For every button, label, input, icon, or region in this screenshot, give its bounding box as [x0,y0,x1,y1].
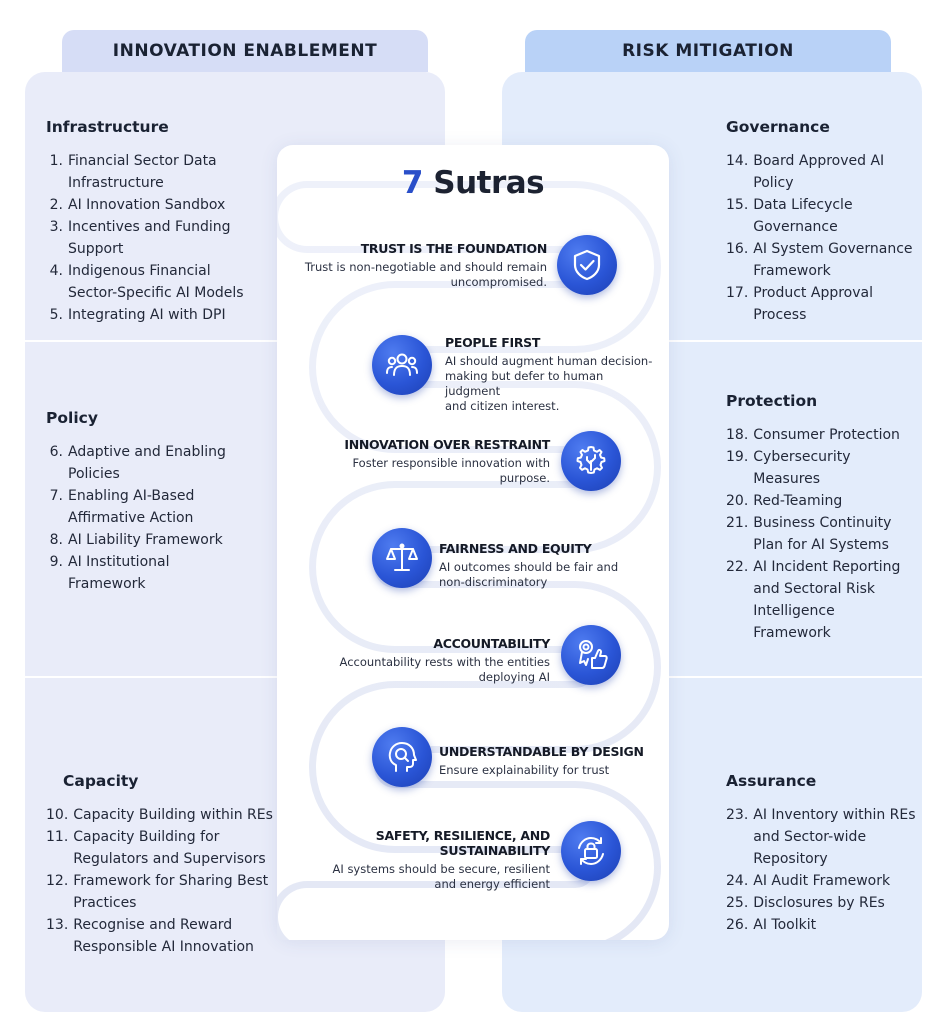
sutra-title: SAFETY, RESILIENCE, AND SUSTAINABILITY [375,828,550,858]
protection-list [726,424,922,644]
list-item [726,870,922,892]
section-divider [662,676,922,678]
item-line: Support [68,241,124,257]
item-line: Business Continuity [753,515,892,531]
item-text [73,914,278,958]
item-line: Product Approval [753,285,873,301]
item-number: 24. [726,873,749,889]
item-line: Regulators and Supervisors [73,851,266,867]
item-number: 16. [726,241,749,257]
desc-line: purpose. [499,471,550,485]
sutra-people-first [445,335,660,414]
item-text [753,556,922,644]
risk-mitigation-header: RISK MITIGATION [525,30,891,72]
item-line: AI System Governance [753,241,913,257]
list-item [46,529,278,551]
item-number: 3. [49,219,63,235]
item-line: Practices [73,895,137,911]
list-item [46,216,278,260]
item-line: and Sector-wide [753,829,867,845]
desc-line: Trust is non-negotiable and should remain [304,260,547,274]
sutra-desc [297,260,547,290]
item-text [753,446,922,490]
item-number: 2. [49,197,63,213]
award-thumbs-up-icon [561,625,621,685]
item-line: Framework [753,263,831,279]
sutra-desc [297,456,550,486]
item-number: 20. [726,493,749,509]
sutra-title: ACCOUNTABILITY [433,636,550,651]
item-line: AI Institutional [68,554,170,570]
item-line: Adaptive and Enabling [68,444,226,460]
list-item [46,826,278,870]
list-item [726,804,922,870]
section-divider [25,676,285,678]
sutra-accountability [297,636,550,685]
item-line: Consumer Protection [753,427,900,443]
item-text [68,150,278,194]
protection-section [726,392,922,644]
item-text [753,150,922,194]
sutra-safety [285,828,550,892]
item-line: Affirmative Action [68,510,194,526]
item-line: Financial Sector Data [68,153,217,169]
item-text [753,238,922,282]
item-number: 7. [49,488,63,504]
list-item [726,194,922,238]
desc-line: uncompromised. [450,275,547,289]
item-number: 4. [49,263,63,279]
item-text [73,826,278,870]
desc-line: Foster responsible innovation with [352,456,550,470]
desc-line: making but defer to human judgment [445,369,604,398]
item-text [73,804,278,826]
desc-line: deploying AI [478,670,550,684]
list-item [726,556,922,644]
item-number: 26. [726,917,749,933]
sutra-title: FAIRNESS AND EQUITY [439,541,592,556]
list-item [46,194,278,216]
item-number: 19. [726,449,749,465]
list-item [726,490,922,512]
scales-icon [372,528,432,588]
item-line: Framework [753,625,831,641]
section-title: Policy [46,409,98,427]
item-number: 8. [49,532,63,548]
item-text [753,892,922,914]
item-number: 13. [46,917,69,933]
item-line: Responsible AI Innovation [73,939,254,955]
item-line: Disclosures by REs [753,895,885,911]
policy-list [46,441,278,595]
list-item [46,914,278,958]
item-line: Cybersecurity [753,449,851,465]
desc-line: Ensure explainability for trust [439,763,610,777]
item-line: Policy [753,175,794,191]
list-item [46,304,278,326]
assurance-section [726,772,922,936]
item-line: Data Lifecycle [753,197,853,213]
sutras-title [277,165,669,201]
item-number: 22. [726,559,749,575]
item-number: 6. [49,444,63,460]
governance-list [726,150,922,326]
sutra-desc [439,763,654,778]
sutras-number: 7 [401,165,423,201]
head-search-icon [372,727,432,787]
desc-line: Accountability rests with the entities [339,655,550,669]
item-line: AI Incident Reporting [753,559,901,575]
infrastructure-list [46,150,278,326]
item-number: 21. [726,515,749,531]
item-line: Indigenous Financial [68,263,211,279]
item-text [68,260,278,304]
item-text [68,551,278,595]
sutra-fairness [439,541,654,590]
desc-line: AI systems should be secure, resilient [332,862,550,876]
item-line: Framework [68,576,146,592]
list-item [46,150,278,194]
item-line: Framework for Sharing Best [73,873,269,889]
item-line: Integrating AI with DPI [68,307,226,323]
item-text [753,424,922,446]
sutra-title: INNOVATION OVER RESTRAINT [344,437,550,452]
list-item [726,914,922,936]
list-item [46,551,278,595]
item-number: 23. [726,807,749,823]
item-text [753,194,922,238]
item-line: Measures [753,471,821,487]
item-line: Process [753,307,807,323]
item-line: Sector-Specific AI Models [68,285,244,301]
list-item [46,804,278,826]
policy-section [46,409,278,595]
sutra-desc [445,354,660,414]
item-text [753,870,922,892]
sutra-desc [439,560,654,590]
item-text [73,870,278,914]
list-item [726,446,922,490]
item-line: Plan for AI Systems [753,537,889,553]
item-text [68,441,278,485]
item-number: 18. [726,427,749,443]
list-item [726,282,922,326]
innovation-enablement-header: INNOVATION ENABLEMENT [62,30,428,72]
list-item [726,892,922,914]
item-text [68,216,278,260]
item-text [68,304,278,326]
item-number: 10. [46,807,69,823]
item-line: and Sectoral Risk [753,581,875,597]
item-line: Infrastructure [68,175,164,191]
sutra-understandable [439,744,654,778]
item-line: Policies [68,466,120,482]
item-number: 17. [726,285,749,301]
sutras-word: Sutras [433,165,545,201]
sutra-title: PEOPLE FIRST [445,335,541,350]
item-text [68,529,278,551]
item-line: AI Toolkit [753,917,817,933]
list-item [726,150,922,194]
item-line: AI Inventory within REs [753,807,916,823]
item-line: Capacity Building for [73,829,220,845]
sutra-desc [285,862,550,892]
lock-cycle-icon [561,821,621,881]
sutra-innovation [297,437,550,486]
item-number: 1. [49,153,63,169]
list-item [46,441,278,485]
section-divider [25,340,285,342]
list-item [46,485,278,529]
sutra-trust [297,241,547,290]
item-number: 12. [46,873,69,889]
item-text [753,804,922,870]
item-line: AI Innovation Sandbox [68,197,226,213]
item-number: 25. [726,895,749,911]
list-item [726,512,922,556]
people-group-icon [372,335,432,395]
item-text [753,490,922,512]
section-title: Assurance [726,772,817,790]
desc-line: and citizen interest. [445,399,560,413]
item-text [753,282,922,326]
desc-line: and energy efficient [434,877,550,891]
section-title: Protection [726,392,818,410]
item-line: Capacity Building within REs [73,807,273,823]
infrastructure-section [46,118,278,326]
sutra-desc [297,655,550,685]
item-number: 15. [726,197,749,213]
section-title: Infrastructure [46,118,169,136]
seven-sutras-card [277,145,669,940]
item-line: Red-Teaming [753,493,843,509]
section-title: Capacity [63,772,139,790]
item-line: AI Audit Framework [753,873,891,889]
item-number: 11. [46,829,69,845]
item-number: 14. [726,153,749,169]
item-line: Recognise and Reward [73,917,233,933]
item-text [68,194,278,216]
item-text [68,485,278,529]
desc-line: non-discriminatory [439,575,548,589]
section-divider [662,340,922,342]
capacity-list [46,804,278,958]
item-text [753,914,922,936]
item-line: Board Approved AI [753,153,885,169]
sutra-title: UNDERSTANDABLE BY DESIGN [439,744,644,759]
list-item [46,870,278,914]
item-text [753,512,922,556]
capacity-section [46,772,278,958]
section-title: Governance [726,118,830,136]
item-number: 9. [49,554,63,570]
sutra-title: TRUST IS THE FOUNDATION [360,241,547,256]
item-line: Intelligence [753,603,835,619]
shield-check-icon [557,235,617,295]
item-line: Enabling AI-Based [68,488,195,504]
desc-line: AI outcomes should be fair and [439,560,619,574]
item-line: AI Liability Framework [68,532,223,548]
list-item [726,238,922,282]
assurance-list [726,804,922,936]
desc-line: AI should augment human decision- [445,354,653,368]
item-line: Incentives and Funding [68,219,231,235]
item-number: 5. [49,307,63,323]
brain-gear-icon [561,431,621,491]
item-line: Governance [753,219,838,235]
item-line: Repository [753,851,828,867]
list-item [46,260,278,304]
list-item [726,424,922,446]
governance-section [726,118,922,326]
